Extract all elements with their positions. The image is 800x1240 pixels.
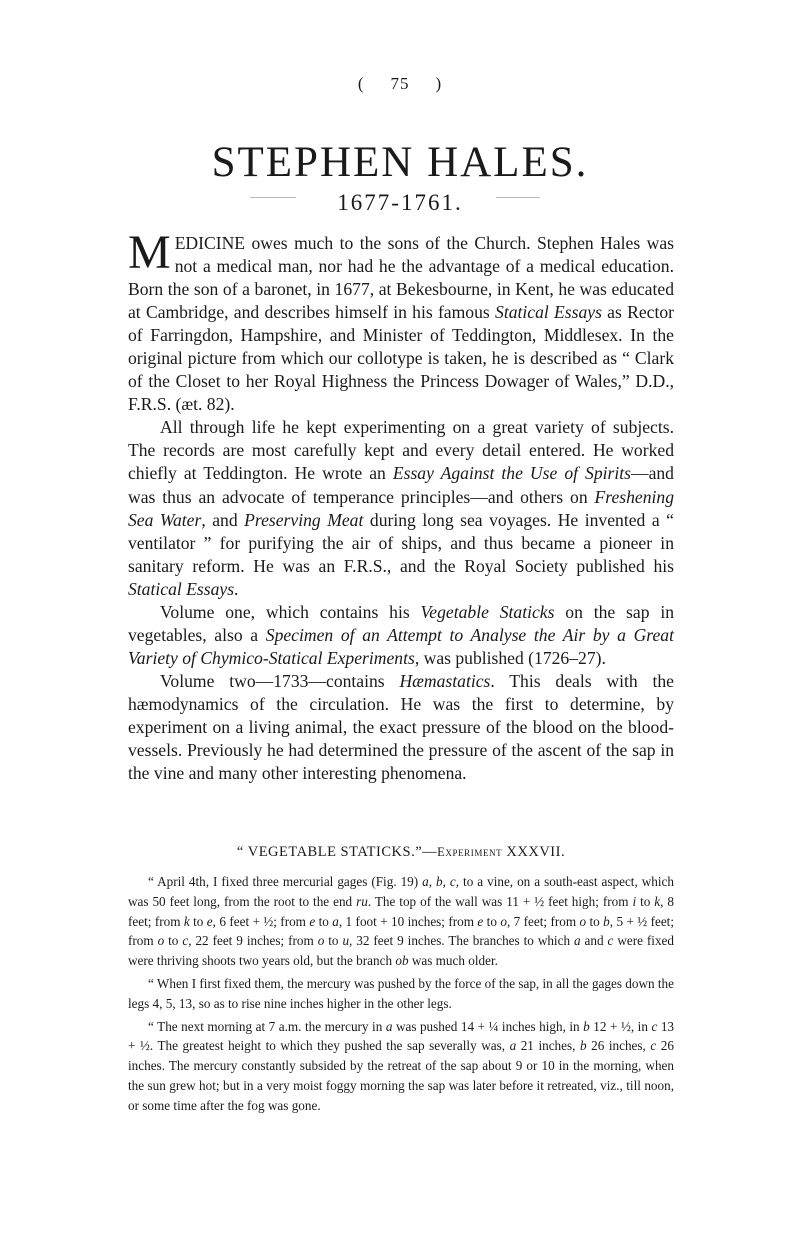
excerpt-paragraph [128,872,674,971]
text-run: . [234,578,239,599]
text-run: to [164,933,183,949]
text-run: to [189,913,207,929]
italic-text: b [579,1038,587,1054]
excerpt-title: “ VEGETABLE STATICKS.”— [236,844,438,860]
text-run: —and was thus an advocate of temperance principles—and others on [128,463,674,507]
text-run: to [483,913,501,929]
excerpt-heading [128,844,674,861]
italic-text: Specimen of an Attempt to Analyse the Air by a Great Variety of Chymico-Statical Experiments [128,624,674,668]
italic-text: o [317,933,325,949]
text-run: . This deals with the hæmodynamics of the circulation. He was the first to determine, by experiment on a living animal, the exact pressure of the blood on the blood-vessels. Previously he had determined the pressure of the ascent of the sap in the vine and many other interesting phenomena. [128,670,674,784]
dates-rule-right [496,197,540,198]
italic-text: Vegetable Staticks [420,601,555,622]
page-title: STEPHEN HALES. [211,139,589,186]
italic-text: o [579,913,587,929]
excerpt-paragraph [128,1017,674,1116]
italic-text: k [183,913,190,929]
italic-text: a [332,913,339,929]
italic-text: Hæmastatics [399,670,491,691]
page-number [0,74,800,94]
text-run: was much older. [408,953,498,969]
italic-text: c [650,1038,657,1054]
italic-text: b [583,1018,590,1034]
text-run: , 1 foot + 10 inches; from [338,913,478,929]
life-dates: 1677-1761. [337,190,463,215]
text-run: was pushed 14 + ¼ inches high, in [392,1018,584,1034]
text-run: as Rector of Farringdon, Hampshire, and Minister of Teddington, Middlesex. In the original picture from which our collotype is taken, he is described as “ Clark of the Closet to her Royal Highness the Princess Dowager of Wales,” D.D., F.R.S. (æt. 82). [128,302,674,415]
italic-text: Preserving Meat [244,509,364,530]
text-run: were fixed were thriving shoots two years old, but the branch [128,933,674,969]
italic-text: a, b, c, [422,874,460,889]
italic-text: e [206,913,213,929]
text-run: All through life he kept experimenting on a great variety of subjects. The records are most carefully kept and every detail entered. He worked chiefly at Teddington. He wrote an [128,417,674,484]
text-run: , 8 feet; from [128,893,674,929]
page-number-open-paren: ( [357,74,365,93]
italic-text: Essay Against the Use of Spirits [392,463,631,484]
italic-text: a [509,1038,517,1054]
page-number-value: 75 [390,74,410,93]
italic-text: c [607,933,614,949]
italic-text: i [632,893,637,909]
body-paragraph [128,670,674,785]
page-number-close-paren: ) [435,74,443,93]
italic-text: o [157,933,165,949]
text-run: “ The next morning at 7 a.m. the mercury in [148,1018,386,1034]
italic-text: e [309,913,316,929]
text-run: to [324,933,343,949]
italic-text: k [654,893,661,909]
text-run: , was published (1726–27). [414,647,606,668]
text-run: 21 inches, [516,1038,580,1054]
text-run: to a vine, on a south-east aspect, which was 50 feet long, from the root to the end [128,874,674,909]
italic-text: u [342,933,350,949]
text-run: to [636,893,655,909]
experiment-label: Experiment [437,845,503,859]
experiment-number: XXXVII. [506,844,566,860]
italic-text: Statical Essays [128,578,235,599]
body-paragraph [128,226,674,416]
excerpt-paragraph [128,974,674,1014]
text-run: EDICINE owes much to the sons of the Church. Stephen Hales was not a medical man, nor had he the advantage of a medical education. Born the son of a baronet, in 1677, at Bekesbourne, in Kent, he was educated at Cambridge, and describes himself in his famous [128,233,674,323]
text-run: , and [201,509,245,530]
text-run: , 7 feet; from [506,913,580,929]
text-run: 12 + ½, in [589,1018,652,1034]
body-paragraph [128,416,674,600]
text-run: Volume two—1733—contains [160,670,400,691]
italic-text: o [500,913,507,929]
drop-cap: M [128,226,171,279]
italic-text: e [477,913,484,929]
text-run: , 5 + ½ feet; from [128,913,674,949]
article-body [128,226,675,785]
text-run: 13 + ½. The greatest height to which they pushed the sap severally was, [128,1018,675,1054]
text-run: , 22 feet 9 inches; from [188,933,318,949]
text-run: , 32 feet 9 inches. The branches to which [349,933,574,949]
text-run: . The top of the wall was 11 + ½ feet high; from [367,893,633,909]
text-run: to [586,913,604,929]
excerpt-body [128,872,674,1119]
text-run: to [315,913,333,929]
text-run: during long sea voyages. He invented a “ ventilator ” for purifying the air of ships, and thus became a pioneer in sanitary reform. He was an F.R.S., and the Royal Society published his [128,509,674,576]
text-run: “ April 4th, I fixed three mercurial gages (Fig. 19) [148,874,423,889]
italic-text: Statical Essays [495,302,602,323]
text-run: and [580,933,608,949]
text-run: on the sap in vegetables, also a [128,601,675,645]
text-run: “ When I first fixed them, the mercury was pushed by the force of the sap, in all the gages down the legs 4, 5, 13, so as to rise nine inches higher in the other legs. [128,975,674,1011]
italic-text: c [182,933,189,949]
italic-text: ob [395,953,409,969]
italic-text: ru [356,893,368,909]
text-run: 26 inches. The mercury constantly subsided by the retreat of the sap about 9 or 10 in the morning, when the sun grew hot; but in a very moist foggy morning the sap was later before it retreated, viz., till noon, or some time after the fog was gone. [128,1038,674,1113]
text-run: 26 inches, [586,1038,651,1054]
italic-text: c [651,1018,658,1034]
body-paragraph [128,601,674,670]
italic-text: Freshening Sea Water [128,486,674,530]
italic-text: a [385,1018,393,1034]
italic-text: a [574,933,581,949]
text-run: , 6 feet + ½; from [212,913,310,929]
text-run: Volume one, which contains his [160,601,421,622]
italic-text: b [603,913,610,929]
